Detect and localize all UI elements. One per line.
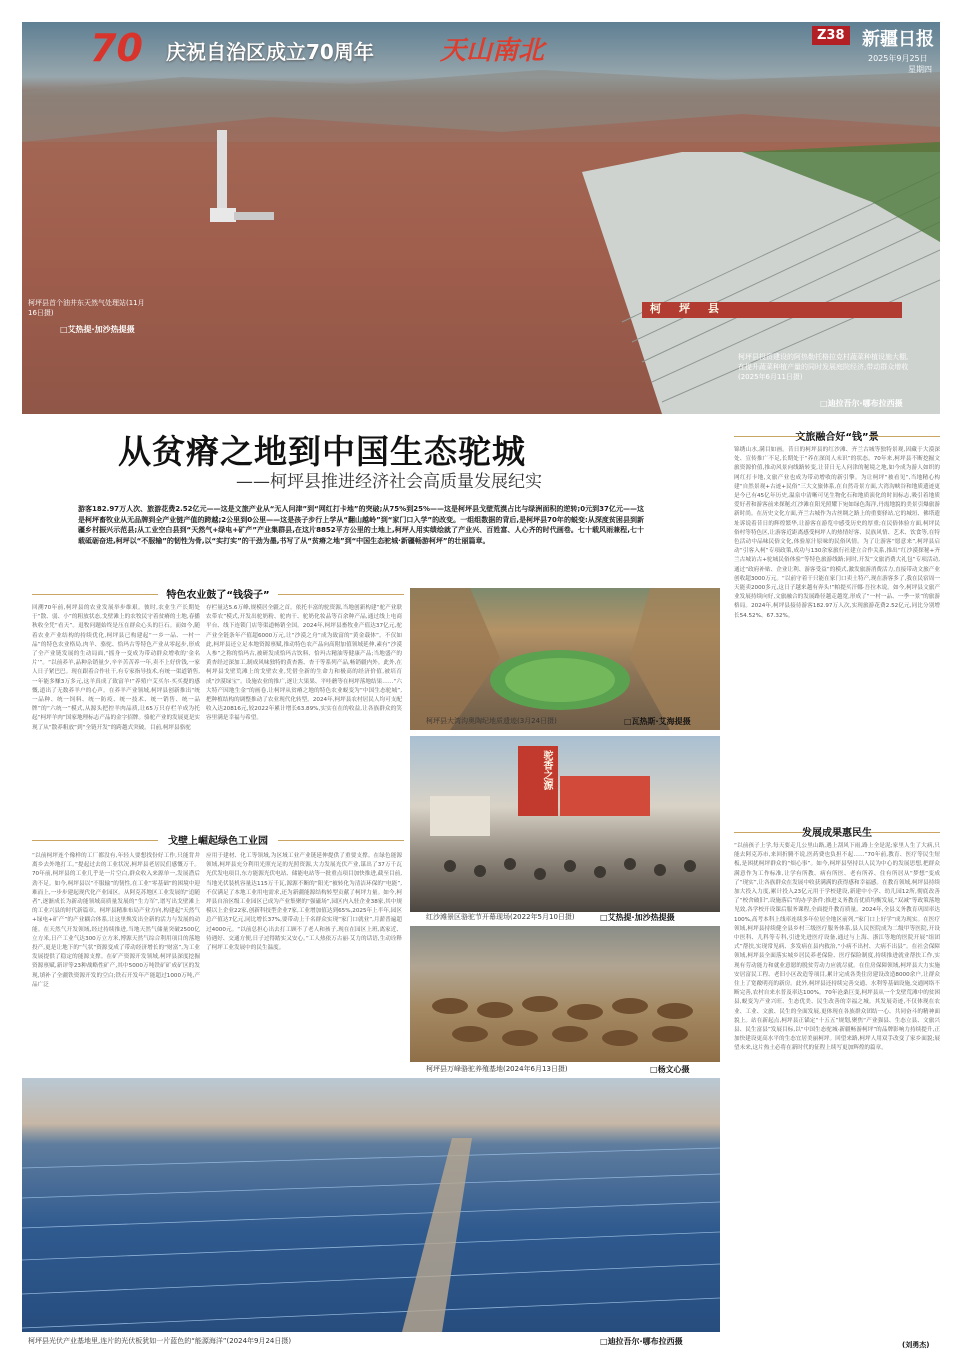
hero-left-credit: □艾热提·加沙热提摄 xyxy=(60,325,135,334)
festival-caption: 红沙滩景区骆驼节开幕现场(2022年5月10日摄) xyxy=(426,913,575,921)
article-lead: 游客182.97万人次、旅游花费2.52亿元——这是文旅产业从“无人问津”到“网红打卡地”的突破;从75%到25%——这是柯坪县戈壁荒漠占比与绿洲面积的逆转;0元到37亿元——这是柯坪畜牧业从无品牌到全产业链产值的跨越;2公里到0公里——这是孩子步行上学从“翻山越岭”到“家门口入学”的改变。一组组数据的背后,是柯坪县70年的蜕变:从深度贫困县到新疆乡村振兴示范县;从工业空白县到“天然气+绿电+矿产”产业集群县,在这片8852平方公里的土地上,柯坪人用实绩绘就了产业兴、百姓富、人心齐的时代画卷。七十载风雨兼程,七十载砥砺奋进,柯坪以“不服输”的韧性为骨,以“实打实”的干劲为墨,书写了从“贫瘠之地”到“中国生态驼城·新疆畅游柯坪”的壮丽篇章。 xyxy=(78,505,644,545)
article-title: 从贫瘠之地到中国生态驼城 xyxy=(118,432,526,471)
banner-title: 庆祝自治区成立70周年 xyxy=(166,40,374,64)
section-heading-culture xyxy=(734,428,940,443)
hero-right-credit-text: 迪拉吾尔·哪布拉西摄 xyxy=(827,399,903,408)
livelihood-body: “以前孩子上学,每天要走几公里山路,遇上刮风下雨,路上全是泥;家里人生了大病,只能去阿克苏市,来回折腾不说,医药费也负担不起……”70年前,教育、医疗等民生短板,是困扰柯坪群众的“烦心事”。如今,柯坪县坚持以人民为中心的发展思想,把群众满意作为工作标准,让学有所教、病有所医、老有所养、住有所居从“梦想”变成了“现实”,让各族群众在发展中收获满满的获得感和幸福感。在教育领域,柯坪县持续加大投入力度,累计投入23亿元用于学校建设,新建中小学、幼儿园12所,彻底改善了“校舍破旧”,设施落后”的办学条件;推进义务教育优质均衡发展,“双减”等政策落地见效,各学校开设课后服务课程,全面提升教育质量。2024年,全县义务教育巩固率达100%,高考本科上线率连续多年位居全地区前列,“家门口上好学”成为现实。在医疗领域,柯坪县持续健全县乡村三级医疗服务体系,县人民医院成为二级甲等医院,开设中医科、儿科等专科,引进先进医疗设备,通过与上海、浙江等地的医院开展“组团式”帮扶,实现常见病、多发病在县内救治,“小病不出村、大病不出县”。在社会保障领域,柯坪县全面落实城乡居民养老保险、医疗保险制度,持续推进就业帮扶工作,实现有劳动能力和就业意愿的脱贫劳动力应就尽就。在住房保障领域,柯坪县大力实施安居富民工程、老旧小区改造等项目,累计完成各类住房建设改造8000余户,让群众住上了宽敞明亮的新房。此外,柯坪县还持续完善交通、水利等基础设施,交通网络不断完善,农村自来水普及率达100%。70年沧桑巨变,柯坪县从一个戈壁荒滩中的贫困县,蜕变为产业兴旺、生态优美、民生改善的幸福之城。其发展奇迹,不仅体现在农业、工业、文旅、民生的全面发展,更体现在各族群众团结一心、共同奋斗的精神面貌上。站在新起点,柯坪县正锚定“十五五”规划,聚焦“产业强县、生态立县、文旅兴县、民生富县”发展目标,以“中国生态驼城·新疆畅游柯坪”的品牌影响力持续提升,正加快建设更高水平的生态宜居美丽柯坪。回望来路,柯坪人用双手改变了家乡面貌;展望未来,这片热土必将在新时代的征程上续写更加辉煌的篇章。 xyxy=(734,843,940,1052)
canyon-credit-text: 瓦热斯·艾海提摄 xyxy=(631,717,691,726)
page-number-text: Z38 xyxy=(817,28,845,43)
anniversary-badge: 70 xyxy=(90,26,143,70)
culture-body: 锦绣山水,满目如画。昔日的柯坪县的红沙滩、齐兰古城等独特景观,因藏于大漠深处、宣传推广不足,长期处于“养在深闺人未识”的状态。70年来,柯坪县不断挖掘文旅资源价值,推动风景向线路转变,让昔日无人问津的秘境之地,如今成为游人如织的网红打卡地,文旅产业也成为带动增收的新引擎。为让柯坪“被看见”,当地精心构建“自然景观+古迹+民俗”三大文旅体系,在自然奇景方面,大湾沟峡谷和地质遗迹更是今已有45亿年历史,温泉中清晰可见生物化石和地质演化的时间标志,吸引着地质爱好者和游客前来探秘;红沙滩在阳光照耀下宛如绿色海洋,丹霞地貌的美景引爆旅游新时尚。在历史文化方面,齐兰古城作为古丝绸之路上的重要驿站,它的城垣、佛塔遗址诉说着昔日的辉煌繁华,让游客在游览中感受历史的厚重;在民俗体验方面,柯坪民俗村等特色区,让游客近距离感受柯坪人的热情好客、民族风情、艺术、饮食等,在特色活动中品味民俗文化,体验原汁原味的民俗风情。为了让游客“愿意来”,柯坪县启动“引客入柯”专项政策,成功与130余家旅行社建立合作关系,推出“红沙漠探秘+齐兰古城访古+驼城民俗体验”等特色旅游线路;同时,开发“文旅消费大礼包”专项活动,通过“政府补贴、企业让利、游客受益”的模式,激发旅游消费活力,直接带动文旅产业创收超3000万元。“以前守着干只能在家门口卖土特产,现在游客多了,我在民宿周一天能卖2000多元,这日子越来越有奔头!”帕提买汗娜·吾拉木说。如今,柯坪县文旅产业发展持续向好,文旅融合的发展路径越走越宽,形成了“一村一品、一季一景”的旅游格局。2024年,柯坪县接待游客182.97万人次,实现旅游花费2.52亿元,同比分别增长54.52%、67.32%。 xyxy=(734,447,940,619)
section-heading-industry xyxy=(32,832,404,847)
section-heading-industry-text: 戈壁上崛起绿色工业园 xyxy=(168,836,268,847)
festival-sign: 驼香之源 xyxy=(541,750,552,790)
article-subtitle: ——柯坪县推进经济社会高质量发展纪实 xyxy=(236,472,542,492)
festival-credit: □艾热提·加沙热提摄 xyxy=(600,913,675,922)
solar-photo xyxy=(22,1078,720,1332)
industry-col-2: 应用于建材、化工等领域,为区域工业产业链延伸提供了重要支撑。在绿色能源领域,柯坪县充分利用光照充足的光照资源,大力发展光伏产业,谋出了37万千瓦光伏发电项目,东方能源光伏电站、储能电站等一批重点项目加快推进,截至目前,当地光伏装机容量达115万千瓦,源源不断的“阳光”被转化为清洁环保的“电能”,不仅满足了本地工业用电需求,还为新疆能源结构转型贡献了柯坪力量。如今,柯坪县自治区级工业园区已成为产业集聚的“强磁场”,园区内入驻企业38家,其中规模以上企业22家,创新科技型企业7家,工业增加值达到65%,2025年上半年,园区总产值达7亿元,同比增长37%,要带动上千名群众实现“家门口就业”,月薪普遍超过4000元。“以前总担心出去打工顾不了老人和孩子,现在在园区上班,离家近、待遇好、交通方便,日子过得踏实又安心。”工人热依万古丽·艾力的话语,生动诠释了柯坪工业发展中的民生温度。 xyxy=(206,853,402,952)
festival-photo xyxy=(410,736,720,912)
solar-panels xyxy=(22,1078,720,1332)
issue-date: 2025年9月25日 xyxy=(868,54,928,63)
agri-col-2: 存栏量达5.6万峰,规模居全疆之首。依托丰富的驼资源,当地创新构建“驼产业联农带农”模式,开发出驼奶粉、驼肉干、驼奶化妆品等百余种产品,通过线上电商平台、线下连锁门店等渠道畅销全国。2024年,柯坪县畜牧业产值达37亿元,驼产业全链条年产值超6000万元,让“沙漠之舟”成为致富的“黄金载体”。不仅如此,柯坪县还立足本地资源禀赋,推动特色农产品向高附加值领域延伸,素有“沙漠人参”之称的恰玛古,被研发成恰玛古饮料、恰玛古精油等健康产品;当地盛产的黄杏经过深加工,制成风味独特的黄杏酱、杏干等系列产品,畅销疆内外。此外,在柯坪县戈壁荒滩上的戈壁农业,凭借全新的生命力和极高的经济价值,被培育成“沙漠绿宝”。设施农业的推广,逐让大果果、平哇蘑等在柯坪落地结果……“六大特产因地生金”的画卷,让柯坪从贫瘠之地的特色农业蜕变为“中国生态驼城”,把种植结构的调整推动了农业现代化转型。2024年,柯坪县农村居民人均可支配收入达20816元,较2022年累计增长63.89%,实实在在的收益,让各族群众的笑容里满是幸福与希望。 xyxy=(206,605,402,722)
page-number xyxy=(812,26,850,45)
section-heading-agri-text: 特色农业鼓了“钱袋子” xyxy=(166,590,270,601)
anniversary-logo xyxy=(90,26,160,72)
canyon-pool xyxy=(410,588,720,730)
hero-right-credit: □迪拉吾尔·哪布拉西摄 xyxy=(820,399,903,408)
canyon-caption: 柯坪县大湾沟奥陶纪地质遗迹(3月24日摄) xyxy=(426,717,557,725)
hero-right-caption: 柯坪县投资建设的阿热勒托格拉克村蔬菜种植设施大棚,在提升蔬菜种植产量的同时发展庭院经济,带动群众增收(2025年6月11日摄) xyxy=(738,353,909,381)
camels-caption: 柯坪县万峰骆驼养殖基地(2024年6月13日摄) xyxy=(426,1065,568,1073)
issue-weekday: 星期四 xyxy=(908,65,932,74)
article-author: (刘勇杰) xyxy=(902,1341,930,1349)
camel-herd xyxy=(410,926,720,1062)
hero-banner-sign: 柯坪县 xyxy=(650,302,737,315)
solar-credit-text: 迪拉吾尔·哪布拉西摄 xyxy=(607,1337,683,1346)
hero-left-caption: 柯坪县首个油井东天然气处理站(11月16日摄) xyxy=(28,299,145,317)
solar-credit: □迪拉吾尔·哪布拉西摄 xyxy=(600,1337,683,1346)
camels-photo xyxy=(410,926,720,1062)
canyon-photo xyxy=(410,588,720,730)
camels-credit-text: 杨文心摄 xyxy=(657,1065,690,1074)
paper-name: 新疆日报 xyxy=(862,29,934,50)
festival-credit-text: 艾热提·加沙热提摄 xyxy=(607,913,675,922)
camels-credit: □杨文心摄 xyxy=(650,1065,690,1074)
industry-col-1: “以前柯坪连个像样的工厂都没有,年轻人要想找份好工作,只能背井离乡去外地打工。”提起过去的工业状况,柯坪县老居民们感慨万千。70年前,柯坪县的工业几乎是一片空白,群众收入来源单一,发展潜后劲不足。如今,柯坪县以“不服输”的韧性,在工业“零基础”的困境中迎难而上,一步步建起现代化产业园区。从阿克苏地区工业发展的“追随者”,逐渐成长为新动能领域高质量发展的“生力军”,谱写出戈壁滩上的工业兴县的时代新篇章。柯坪县精准布局产业方向,构建起“天然气+绿电+矿产”的产业耦合体系,让这里焕发出全新的活力与发展的动能。在天然气开发领域,经过持续推进,当地天然气储量突破2500亿立方米,日产工业气达300万立方米,博源天然气综合利用项目的落地投产,更是让地下的“气状”资源变成了带动经济增长的“财富”,为工业发展提供了稳定的能源支撑。在矿产资源开发领域,柯坪县深度挖掘资源禀赋,新评等23种战略性矿产,其中5000万吨铁矿矿成矿区的发现,填补了全疆铁资源开发的空白;铁石开发年产能超过1000万吨,产品广泛 xyxy=(32,853,200,988)
column-logo: 天山南北 xyxy=(440,36,545,66)
canyon-credit: □瓦热斯·艾海提摄 xyxy=(624,717,691,726)
hero-left-credit-text: 艾热提·加沙热提摄 xyxy=(67,325,135,334)
festival-scene xyxy=(410,736,720,912)
agri-col-1: 回溯70年前,柯坪县的农业发展举步维艰。彼时,农业生产长期处于“散、弱、小”的粗放状态,戈壁滩上的农牧民守着贫瘠的土地,春播秋收全凭“看天”。退牧问题始终是压在群众心头的巨石。而如今,随着农业产业结构的持续优化,柯坪县已构建起“一乡一品、一村一品”的特色农业格局,肉羊、骆驼、恰玛古等特色产业从零起步,形成了全产业链发展的生动局面,“摇身一变成为带动群众增收的‘金名片’”。“以前养羊,品种杂销量少,辛辛苦苦养一年,卖不上好价钱,一家人日子紧巴巴。现在跟着合作社干,有专家指导技术,有统一渠道销售,一年能多赚3万多元,这羊真成了致富羊!”养殖户艾买尔·买买提的感慨,道出了无数养羊户的心声。在养羊产业领域,柯坪县创新推出“统一品种、统一饲料、统一防疫、统一技术、统一销售、统一品牌”的“六统一”模式,从源头把控羊肉品质,让65万只存栏羊成为托起“柯坪羊肉”国家地理标志产品的金字招牌。骆驼产业的发展更是实现了从“散养粗放”到“全链开发”的跨越式突破。目前,柯坪县骆驼 xyxy=(32,605,200,731)
section-heading-livelihood-text: 发展成果惠民生 xyxy=(802,828,872,839)
section-heading-culture-text: 文旅融合好“钱”景 xyxy=(795,432,879,443)
solar-caption: 柯坪县光伏产业基地里,连片的光伏板犹如一片蓝色的“能源海洋”(2024年9月24日摄) xyxy=(28,1337,292,1345)
section-heading-livelihood xyxy=(734,824,940,839)
section-heading-agri xyxy=(32,586,404,601)
